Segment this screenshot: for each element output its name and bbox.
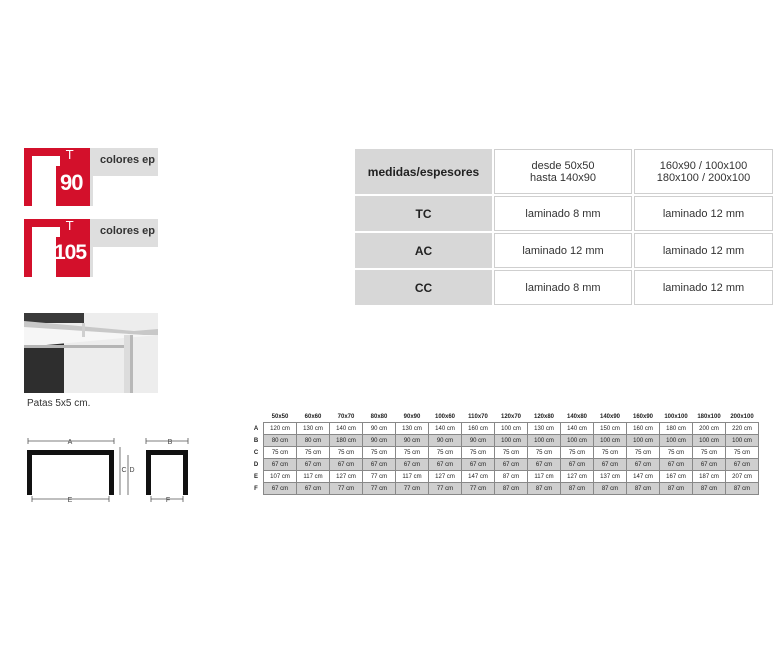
dimensions-cell: 90 cm [363,435,396,447]
dimensions-cell: 75 cm [363,447,396,459]
thickness-row-label: TC [354,195,493,232]
thickness-header-label: medidas/espesores [354,148,493,195]
dimensions-row [249,435,759,447]
dimensions-cell: 67 cm [462,459,495,471]
dimensions-row [249,459,759,471]
label-d: D [129,467,135,474]
dimensions-cell: 77 cm [363,483,396,495]
colors-label: colores ep [100,154,156,166]
dimensions-cell: 67 cm [660,459,693,471]
model-badge-t90 [24,148,90,206]
dimensions-cell: 87 cm [528,483,561,495]
dimensions-cell: 75 cm [396,447,429,459]
dimensions-row-label: C [253,449,259,456]
dimensions-cell: 167 cm [660,471,693,483]
dimensions-row [249,423,759,435]
dimensions-cell: 100 cm [627,435,660,447]
dimensions-cell: 67 cm [264,483,297,495]
thickness-cell: laminado 8 mm [493,195,633,232]
dimensions-cell: 187 cm [693,471,726,483]
label-f: F [165,497,171,504]
dimensions-cell: 130 cm [297,423,330,435]
dimensions-cell: 90 cm [396,435,429,447]
dimensions-cell: 100 cm [660,435,693,447]
dimensions-cell: 87 cm [726,483,759,495]
dimensions-cell: 77 cm [429,483,462,495]
dimensions-column-header: 50x50 [271,413,289,420]
dimensions-cell: 67 cm [264,459,297,471]
label-b: B [167,439,173,446]
thickness-header-range-2: 160x90 / 100x100 180x100 / 200x100 [633,148,774,195]
dimensions-cell: 100 cm [561,435,594,447]
dimensions-row-label: D [253,461,259,468]
thickness-cell: laminado 12 mm [493,232,633,269]
dimensions-row [249,483,759,495]
dimensions-cell: 77 cm [462,483,495,495]
dimensions-cell: 87 cm [495,471,528,483]
dimensions-cell: 220 cm [726,423,759,435]
thickness-cell: laminado 12 mm [633,195,774,232]
dimensions-column-header: 200x100 [730,413,754,420]
dimensions-cell: 77 cm [396,483,429,495]
dimensions-cell: 67 cm [363,459,396,471]
dimensions-cell: 130 cm [396,423,429,435]
dimensions-cell: 107 cm [264,471,297,483]
dimensions-cell: 117 cm [396,471,429,483]
dimensions-cell: 140 cm [561,423,594,435]
dimensions-cell: 150 cm [594,423,627,435]
dimensions-cell: 80 cm [264,435,297,447]
dimensions-cell: 140 cm [429,423,462,435]
dimensions-column-header: 120x70 [500,413,522,420]
dimensions-column-header: 90x90 [403,413,421,420]
dimensions-cell: 75 cm [660,447,693,459]
dimensions-cell: 127 cm [561,471,594,483]
dimensions-cell: 120 cm [264,423,297,435]
dimensions-row [249,447,759,459]
dimensions-column-header: 60x60 [304,413,322,420]
dimensions-cell: 75 cm [462,447,495,459]
dimensions-cell: 67 cm [627,459,660,471]
dimensions-cell: 90 cm [363,423,396,435]
dimensions-column-header: 70x70 [337,413,355,420]
thickness-header-range-1: desde 50x50 hasta 140x90 [493,148,633,195]
dimensions-cell: 77 cm [330,483,363,495]
thickness-row [354,232,774,269]
dimensions-cell: 87 cm [495,483,528,495]
dimensions-row-label: E [253,473,258,480]
dimensions-cell: 140 cm [330,423,363,435]
dimensions-cell: 127 cm [429,471,462,483]
thickness-row [354,269,774,306]
dimensions-cell: 67 cm [693,459,726,471]
dimensions-row [249,471,759,483]
thickness-cell: laminado 12 mm [633,269,774,306]
table-photo-illustration [24,313,158,393]
dimensions-row-label: A [253,425,259,432]
dimensions-cell: 75 cm [495,447,528,459]
dimensions-cell: 80 cm [297,435,330,447]
dimensions-cell: 67 cm [429,459,462,471]
dimensions-cell: 100 cm [693,435,726,447]
dimensions-cell: 100 cm [594,435,627,447]
dimensions-cell: 75 cm [726,447,759,459]
dimensions-cell: 117 cm [528,471,561,483]
dimensions-cell: 117 cm [297,471,330,483]
table-photo [24,313,158,393]
badge-number: 90 [60,170,83,195]
dimensions-cell: 147 cm [462,471,495,483]
dimensions-cell: 67 cm [594,459,627,471]
dimensions-cell: 67 cm [495,459,528,471]
dimensions-header-row [249,411,759,423]
dimensions-cell: 75 cm [561,447,594,459]
dimensions-cell: 67 cm [396,459,429,471]
thickness-row-label: CC [354,269,493,306]
color-swatch-t105 [90,219,158,277]
dimensions-column-header: 100x100 [664,413,688,420]
dimensions-cell: 67 cm [297,483,330,495]
dimensions-cell: 75 cm [594,447,627,459]
dimensions-cell: 67 cm [297,459,330,471]
color-swatch-t90 [90,148,158,206]
dimensions-column-header: 180x100 [697,413,721,420]
badge-letter: T [66,219,74,233]
dimensions-cell: 100 cm [528,435,561,447]
dimensions-cell: 207 cm [726,471,759,483]
dimensions-cell: 160 cm [462,423,495,435]
dimensions-cell: 67 cm [528,459,561,471]
colors-label: colores ep [100,225,156,237]
dimensions-cell: 90 cm [429,435,462,447]
dimensions-cell: 75 cm [330,447,363,459]
label-e: E [67,497,73,504]
dimensions-cell: 87 cm [627,483,660,495]
dimension-diagram [24,433,194,505]
dimensions-cell: 160 cm [627,423,660,435]
dimensions-cell: 77 cm [363,471,396,483]
dimensions-column-header: 120x80 [533,413,555,420]
dimensions-cell: 87 cm [660,483,693,495]
dimensions-column-header: 140x90 [599,413,621,420]
dimensions-row-label: F [254,485,258,492]
dimensions-cell: 67 cm [561,459,594,471]
dimensions-corner [249,411,264,423]
thickness-table [353,147,775,307]
dimensions-cell: 100 cm [495,435,528,447]
dimensions-column-header: 140x80 [566,413,588,420]
dimensions-row-label: B [253,437,259,444]
dimensions-column-header: 160x90 [632,413,654,420]
dimensions-cell: 87 cm [693,483,726,495]
thickness-cell: laminado 12 mm [633,232,774,269]
dimensions-column-header: 80x80 [370,413,388,420]
dimensions-cell: 75 cm [627,447,660,459]
dimensions-cell: 180 cm [330,435,363,447]
label-a: A [67,439,73,446]
dimensions-cell: 67 cm [330,459,363,471]
legs-caption: Patas 5x5 cm. [27,398,91,409]
dimensions-column-header: 100x60 [434,413,456,420]
dimensions-cell: 130 cm [528,423,561,435]
dimensions-cell: 75 cm [693,447,726,459]
dimensions-cell: 147 cm [627,471,660,483]
dimensions-cell: 87 cm [594,483,627,495]
thickness-row [354,195,774,232]
dimensions-cell: 75 cm [264,447,297,459]
dimensions-cell: 75 cm [528,447,561,459]
dimensions-cell: 87 cm [561,483,594,495]
dimensions-cell: 100 cm [495,423,528,435]
dimensions-column-header: 110x70 [468,413,488,420]
label-c: C [121,467,127,474]
dimensions-table [249,411,759,495]
dimensions-cell: 137 cm [594,471,627,483]
model-badge-t105 [24,219,90,277]
thickness-header-row [354,148,774,195]
thickness-row-label: AC [354,232,493,269]
dimensions-cell: 100 cm [726,435,759,447]
badge-letter: T [66,148,74,162]
dimensions-cell: 90 cm [462,435,495,447]
thickness-cell: laminado 8 mm [493,269,633,306]
dimensions-cell: 75 cm [429,447,462,459]
dimensions-cell: 67 cm [726,459,759,471]
dimensions-cell: 200 cm [693,423,726,435]
dimensions-cell: 180 cm [660,423,693,435]
dimensions-cell: 127 cm [330,471,363,483]
badge-number: 105 [54,241,87,264]
dimensions-cell: 75 cm [297,447,330,459]
